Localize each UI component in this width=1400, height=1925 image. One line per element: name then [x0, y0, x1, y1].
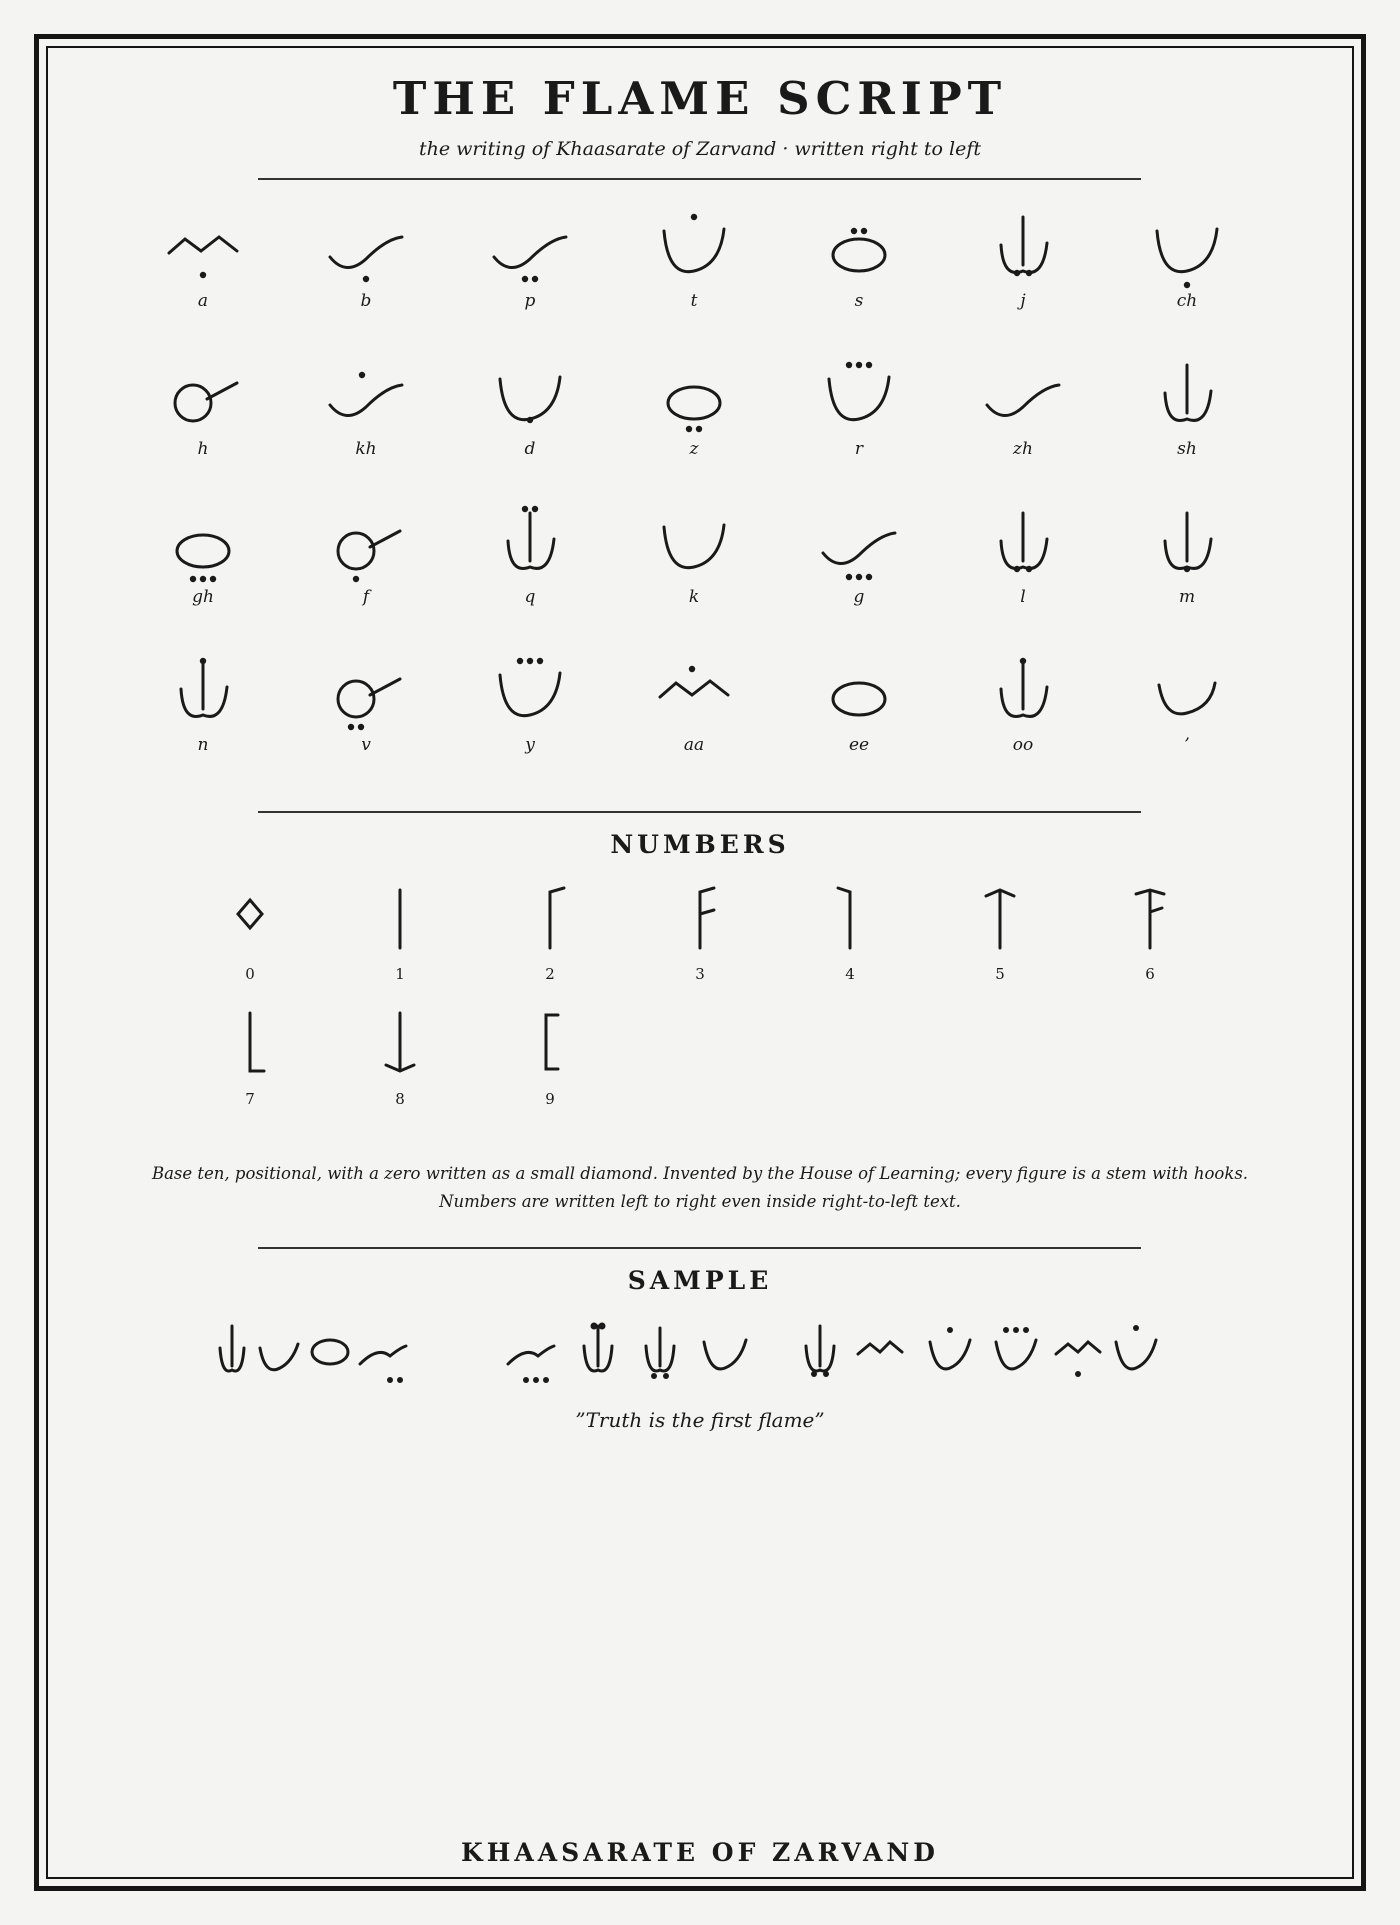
footer-title: KHAASARATE OF ZARVAND [461, 1838, 939, 1867]
numeral-label: 5 [995, 965, 1005, 983]
letter-cell-15 [143, 491, 263, 631]
sample-caption: ”Truth is the first flame” [575, 1408, 825, 1432]
swash-three-dots-below-icon [799, 491, 919, 591]
letter-cell-7 [1127, 195, 1247, 335]
swash-dot-above-icon [306, 343, 426, 443]
letter-cell-23 [306, 639, 426, 779]
letter-label: j [1020, 291, 1026, 311]
numeral-label: 2 [545, 965, 555, 983]
numeral-bracket-icon [500, 1005, 600, 1085]
letter-cell-17 [470, 491, 590, 631]
letter-cell-2 [306, 195, 426, 335]
numbers-heading: NUMBERS [610, 830, 790, 859]
cup-dot-below-icon [1127, 195, 1247, 295]
letter-label: a [197, 291, 209, 311]
numeral-label: 4 [845, 965, 855, 983]
letter-label: l [1020, 587, 1026, 607]
numeral-cell-7 [200, 1005, 300, 1135]
numeral-stem-split-bottom-icon [350, 1005, 450, 1085]
cup-three-dots-above-icon [799, 343, 919, 443]
letter-label: s [854, 291, 864, 311]
numeral-label: 0 [245, 965, 255, 983]
letter-label: oo [1012, 735, 1034, 755]
letter-label: f [362, 587, 370, 607]
numeral-stem-t-top-icon [950, 880, 1050, 960]
numeral-stem-t-top-hook-icon [1100, 880, 1200, 960]
letter-label: d [524, 439, 536, 459]
letter-label: sh [1177, 439, 1197, 459]
numeral-cell-0 [200, 880, 300, 1010]
numeral-cell-6 [1100, 880, 1200, 1010]
letter-cell-12 [799, 343, 919, 483]
numeral-diamond-icon [200, 880, 300, 960]
divider-top [258, 178, 1141, 180]
letter-cell-8 [143, 343, 263, 483]
letter-label: y [525, 735, 535, 755]
letter-cell-5 [799, 195, 919, 335]
cup-three-dots-above-icon [470, 639, 590, 739]
letter-label: z [689, 439, 699, 459]
numeral-stem-hook-right-top-icon [500, 880, 600, 960]
ellipse-plain-icon [799, 639, 919, 739]
ellipse-two-dots-below-icon [634, 343, 754, 443]
loop-with-tail-dot-below-icon [306, 491, 426, 591]
numeral-stem-hook-left-top-icon [800, 880, 900, 960]
numeral-stem-hook-right-bottom-icon [200, 1005, 300, 1085]
letter-label: v [361, 735, 371, 755]
letter-label: h [197, 439, 209, 459]
letter-cell-20 [963, 491, 1083, 631]
swash-plain-icon [963, 343, 1083, 443]
letter-cell-9 [306, 343, 426, 483]
stem-cup-dot-bottom-icon [1127, 491, 1247, 591]
letter-label: r [854, 439, 864, 459]
page-subtitle: the writing of Khaasarate of Zarvand · written right to left [419, 138, 981, 160]
cup-shallow-icon [1127, 639, 1247, 739]
letter-cell-24 [470, 639, 590, 779]
letter-cell-13 [963, 343, 1083, 483]
letter-cell-3 [470, 195, 590, 335]
numeral-cell-8 [350, 1005, 450, 1135]
letter-label: kh [355, 439, 377, 459]
numeral-stem-icon [350, 880, 450, 960]
letter-label: n [197, 735, 209, 755]
letter-label: g [853, 587, 865, 607]
numeral-cell-1 [350, 880, 450, 1010]
letter-label: b [360, 291, 372, 311]
letter-cell-16 [306, 491, 426, 631]
numeral-label: 9 [545, 1090, 555, 1108]
stem-cup-dot-top-icon [143, 639, 263, 739]
letter-label: p [524, 291, 536, 311]
page-title: THE FLAME SCRIPT [392, 72, 1008, 125]
letter-cell-19 [799, 491, 919, 631]
cup-plain-icon [634, 491, 754, 591]
letter-cell-6 [963, 195, 1083, 335]
numeral-label: 8 [395, 1090, 405, 1108]
sample-text-glyphs [210, 1318, 1200, 1388]
letter-cell-14 [1127, 343, 1247, 483]
letter-cell-11 [634, 343, 754, 483]
letter-cell-18 [634, 491, 754, 631]
letter-cell-4 [634, 195, 754, 335]
letter-label: ch [1176, 291, 1198, 311]
numeral-cell-5 [950, 880, 1050, 1010]
sample-heading: SAMPLE [627, 1266, 773, 1295]
zigzag-dot-above-icon [634, 639, 754, 739]
letter-cell-26 [799, 639, 919, 779]
cup-dot-above-icon [634, 195, 754, 295]
ellipse-three-dots-below-icon [143, 491, 263, 591]
divider-numbers [258, 811, 1141, 813]
stem-cup-two-dots-bottom-icon [963, 491, 1083, 591]
numeral-label: 1 [395, 965, 405, 983]
divider-sample [258, 1247, 1141, 1249]
letter-cell-27 [963, 639, 1083, 779]
letter-cell-21 [1127, 491, 1247, 631]
numeral-label: 3 [695, 965, 705, 983]
letter-cell-1 [143, 195, 263, 335]
stem-cup-two-dots-above-icon [470, 491, 590, 591]
ellipse-two-dots-above-icon [799, 195, 919, 295]
numeral-cell-4 [800, 880, 900, 1010]
numeral-cell-9 [500, 1005, 600, 1135]
numeral-stem-two-hooks-right-icon [650, 880, 750, 960]
stem-cup-two-dots-icon [963, 195, 1083, 295]
loop-with-tail-icon [143, 343, 263, 443]
swash-two-dots-below-icon [470, 195, 590, 295]
numeral-label: 6 [1145, 965, 1155, 983]
letter-label: zh [1013, 439, 1033, 459]
cup-dot-bottom-icon [470, 343, 590, 443]
letter-cell-10 [470, 343, 590, 483]
numeral-cell-3 [650, 880, 750, 1010]
letter-label: q [524, 587, 536, 607]
letter-label: aa [683, 735, 705, 755]
letter-label: k [688, 587, 700, 607]
loop-with-tail-two-dots-below-icon [306, 639, 426, 739]
letter-cell-25 [634, 639, 754, 779]
swash-dot-below-icon [306, 195, 426, 295]
letter-cell-28 [1127, 639, 1247, 779]
numbers-note-line-1: Base ten, positional, with a zero written as a small diamond. Invented by the House of Learning; every figure is a stem with hooks. [151, 1164, 1249, 1183]
letter-label: ’ [1184, 735, 1190, 755]
letter-label: t [690, 291, 698, 311]
stem-cup-dot-top-icon [963, 639, 1083, 739]
numeral-label: 7 [245, 1090, 255, 1108]
letter-label: m [1178, 587, 1196, 607]
numbers-note-line-2: Numbers are written left to right even inside right-to-left text. [439, 1192, 961, 1211]
zigzag-dot-below-icon [143, 195, 263, 295]
stem-cup-icon [1127, 343, 1247, 443]
letter-label: ee [848, 735, 870, 755]
numeral-cell-2 [500, 880, 600, 1010]
letter-label: gh [192, 587, 214, 607]
letter-cell-22 [143, 639, 263, 779]
